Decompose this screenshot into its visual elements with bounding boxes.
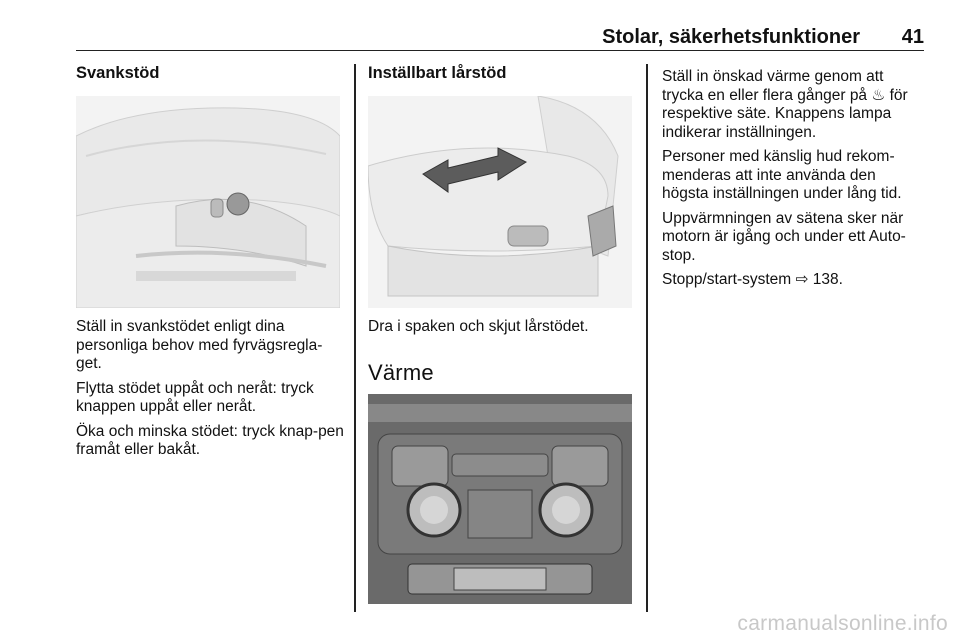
page-reference-link[interactable]: Stopp/start-system ⇨ 138.: [662, 271, 843, 288]
page-number: 41: [901, 26, 924, 48]
page-header: [76, 26, 924, 51]
column-divider: [354, 64, 356, 612]
heading-inställbart-larstod: Inställbart lårstöd: [368, 64, 507, 82]
watermark: carmanualsonline.info: [737, 612, 948, 635]
climate-control-panel-illustration: [368, 394, 632, 604]
thigh-support-illustration: [368, 96, 632, 308]
heading-svankstod: Svankstöd: [76, 64, 160, 82]
paragraph: Dra i spaken och skjut lårstödet.: [368, 318, 589, 335]
section-title: Stolar, säkerhetsfunktioner: [602, 26, 860, 48]
lumbar-support-illustration: [76, 96, 340, 308]
paragraph: Öka och minska stödet: tryck knap-pen framåt eller bakåt.: [76, 422, 344, 458]
paragraph: Uppvärmningen av sätena sker när motorn är igång och under ett Auto-stop.: [662, 209, 906, 264]
column-divider: [646, 64, 648, 612]
paragraph: Personer med känslig hud rekom-menderas att inte använda den högsta inställningen under lång tid.: [662, 148, 902, 202]
heading-varme: Värme: [368, 360, 434, 385]
paragraph: Flytta stödet uppåt och neråt: tryck knappen uppåt eller neråt.: [76, 379, 314, 415]
paragraph: Ställ in svankstödet enligt dina personliga behov med fyrvägsregla-get.: [76, 318, 323, 372]
paragraph: Ställ in önskad värme genom att trycka en eller flera gånger på ♨ för respektive säte. Knappens lampa indikerar inställningen.: [662, 68, 908, 141]
